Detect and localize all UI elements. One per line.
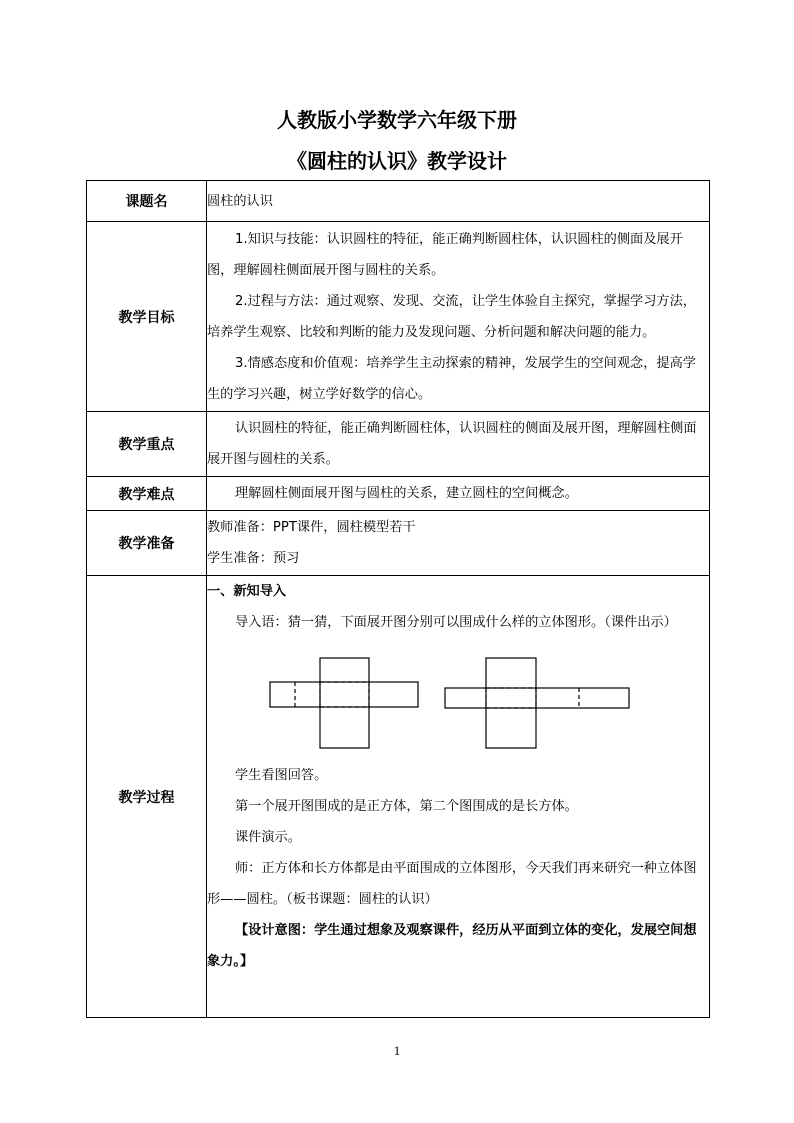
goal-item: 2.过程与方法：通过观察、发现、交流，让学生体验自主探究，掌握学习方法，培养学生观察、比较和判断的能力及发现问题、分析问题和解决问题的能力。 [207, 293, 696, 340]
net-diagrams-svg [207, 646, 687, 756]
row-label: 教学重点 [87, 412, 207, 477]
difficulties-content [207, 477, 710, 511]
table-row-preparation [87, 511, 710, 576]
process-content [207, 576, 710, 1018]
difficulties-text: 理解圆柱侧面展开图与圆柱的关系，建立圆柱的空间概念。 [235, 486, 578, 501]
row-label: 教学过程 [87, 576, 207, 1018]
process-line: 第一个展开图围成的是正方体，第二个图围成的是长方体。 [235, 799, 578, 814]
cube-net-fold-lines [295, 682, 369, 707]
process-line: 课件演示。 [235, 830, 301, 845]
lesson-plan-table [86, 180, 710, 1018]
document-subtitle: 《圆柱的认识》教学设计 [287, 149, 507, 173]
net-diagrams [207, 646, 709, 756]
document-title: 人教版小学数学六年级下册 [277, 108, 517, 132]
teacher-preparation: 教师准备：PPT课件，圆柱模型若干 [207, 520, 416, 535]
goal-item: 1.知识与技能：认识圆柱的特征，能正确判断圆柱体，认识圆柱的侧面及展开图，理解圆柱侧面展开图与圆柱的关系。 [207, 231, 683, 278]
goal-item: 3.情感态度和价值观：培养学生主动探索的精神，发展学生的空间观念，提高学生的学习兴趣，树立学好数学的信心。 [207, 355, 696, 402]
design-intent: 【设计意图：学生通过想象及观察课件，经历从平面到立体的变化，发展空间想象力。】 [207, 923, 697, 969]
table-row-goals [87, 222, 710, 412]
goals-content [207, 222, 710, 412]
table-row-difficulties [87, 477, 710, 511]
intro-text: 导入语：猜一猜，下面展开图分别可以围成什么样的立体图形。（课件出示） [235, 615, 677, 630]
cuboid-net-horizontal-strip [445, 688, 629, 708]
row-label: 教学难点 [87, 477, 207, 511]
page-number: 1 [393, 1043, 401, 1058]
cube-net [270, 658, 418, 748]
table-row-process [87, 576, 710, 1018]
cuboid-net-vertical-strip [486, 658, 536, 748]
cuboid-net [445, 658, 629, 748]
row-label: 教学目标 [87, 222, 207, 412]
cube-net-vertical-strip [320, 658, 369, 748]
table-row-key-points [87, 412, 710, 477]
key-points-text: 认识圆柱的特征，能正确判断圆柱体，认识圆柱的侧面及展开图，理解圆柱侧面展开图与圆柱的关系。 [207, 421, 697, 467]
cube-net-horizontal-strip [270, 682, 418, 707]
process-line: 学生看图回答。 [235, 768, 328, 783]
key-points-content [207, 412, 710, 477]
student-preparation: 学生准备：预习 [207, 551, 300, 566]
section-title: 一、新知导入 [207, 584, 287, 599]
row-label: 教学准备 [87, 511, 207, 576]
table-row-topic [87, 181, 710, 222]
topic-content: 圆柱的认识 [207, 181, 710, 222]
cuboid-net-fold-lines [486, 688, 579, 708]
preparation-content [207, 511, 710, 576]
process-line: 师：正方体和长方体都是由平面围成的立体图形，今天我们再来研究一种立体图形——圆柱。（板书课题：圆柱的认识） [207, 861, 697, 907]
row-label: 课题名 [87, 181, 207, 222]
